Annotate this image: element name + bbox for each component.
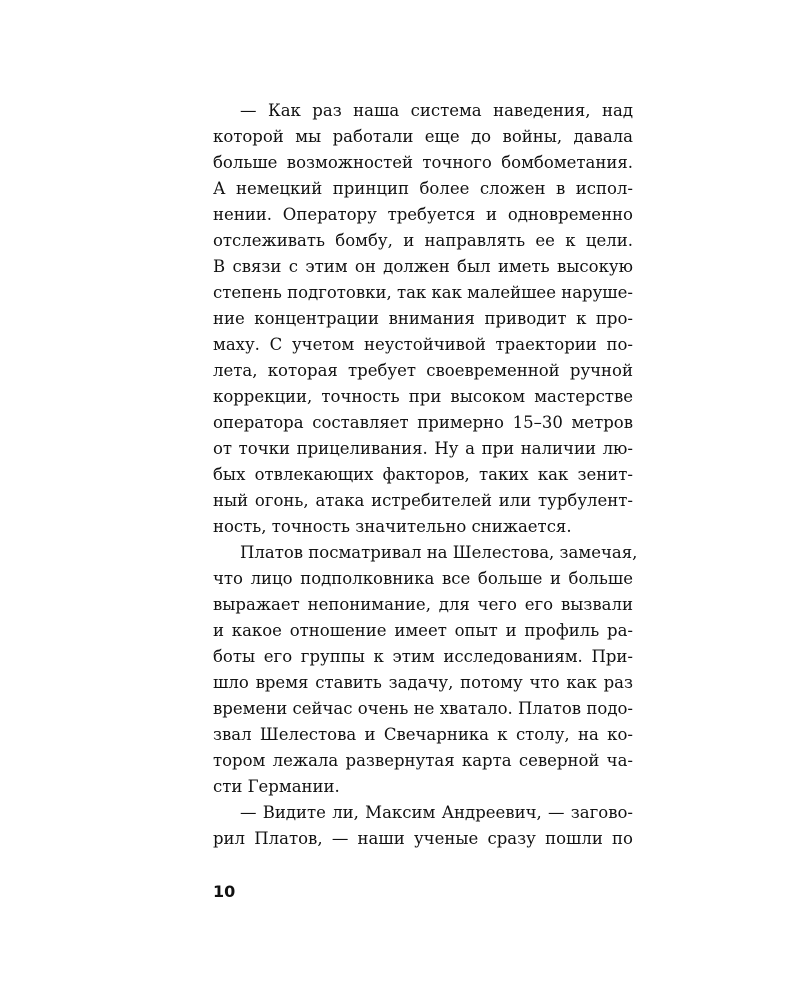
text-line: бых отвлекающих факторов, таких как зенит- — [213, 465, 633, 484]
text-line: тором лежала развернутая карта северной ча- — [213, 751, 633, 770]
text-line: оператора составляет примерно 15–30 метров — [213, 413, 633, 432]
body-text — [213, 98, 638, 852]
text-line: — Видите ли, Максим Андреевич, — загово- — [240, 803, 633, 822]
text-line: больше возможностей точного бомбометания. — [213, 153, 633, 172]
text-line: А немецкий принцип более сложен в испол- — [213, 179, 633, 198]
text-line: что лицо подполковника все больше и больше — [213, 569, 633, 588]
text-line: отслеживать бомбу, и направлять ее к цели. — [213, 231, 633, 250]
text-line: сти Германии. — [213, 777, 340, 796]
text-line: лета, которая требует своевременной ручной — [213, 361, 633, 380]
text-line: ность, точность значительно снижается. — [213, 517, 572, 536]
text-line: нении. Оператору требуется и одновременно — [213, 205, 633, 224]
text-line: ние концентрации внимания приводит к про- — [213, 309, 633, 328]
text-line: коррекции, точность при высоком мастерстве — [213, 387, 633, 406]
text-line: маху. С учетом неустойчивой траектории по- — [213, 335, 633, 354]
text-line: В связи с этим он должен был иметь высокую — [213, 257, 633, 276]
text-line: Платов посматривал на Шелестова, замечая, — [240, 543, 638, 562]
text-line: — Как раз наша система наведения, над — [240, 101, 633, 120]
text-line: от точки прицеливания. Ну а при наличии лю- — [213, 439, 633, 458]
text-line: шло время ставить задачу, потому что как раз — [213, 673, 633, 692]
page-number: 10 — [213, 882, 236, 901]
text-line: звал Шелестова и Свечарника к столу, на ко- — [213, 725, 633, 744]
text-line: степень подготовки, так как малейшее наруше- — [213, 283, 633, 302]
text-line: и какое отношение имеет опыт и профиль ра- — [213, 621, 633, 640]
text-line: выражает непонимание, для чего его вызвали — [213, 595, 633, 614]
text-line: боты его группы к этим исследованиям. При- — [213, 647, 633, 666]
text-line: ный огонь, атака истребителей или турбулент- — [213, 491, 633, 510]
text-line: рил Платов, — наши ученые сразу пошли по — [213, 829, 633, 848]
text-line: времени сейчас очень не хватало. Платов подо- — [213, 699, 633, 718]
text-line: которой мы работали еще до войны, давала — [213, 127, 633, 146]
